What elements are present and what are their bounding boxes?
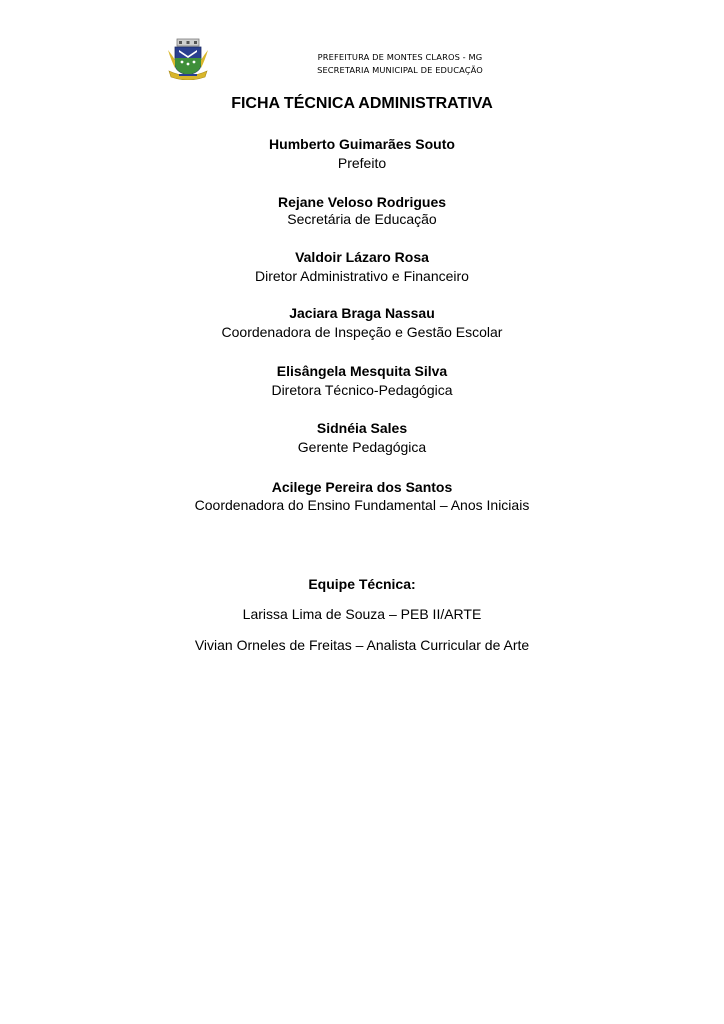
staff-role: Diretora Técnico-Pedagógica [271, 382, 453, 398]
coat-of-arms-logo [165, 38, 211, 80]
header-line-prefeitura: PREFEITURA DE MONTES CLAROS - MG [317, 52, 483, 62]
staff-name: Sidnéia Sales [316, 420, 408, 436]
staff-name: Valdoir Lázaro Rosa [295, 249, 429, 265]
staff-name: Humberto Guimarães Souto [269, 136, 455, 152]
team-heading: Equipe Técnica: [308, 576, 416, 592]
staff-name: Rejane Veloso Rodrigues [277, 194, 447, 210]
header-line-secretaria: SECRETARIA MUNICIPAL DE EDUCAÇÃO [317, 65, 483, 75]
staff-name: Elisângela Mesquita Silva [276, 363, 448, 379]
staff-role: Gerente Pedagógica [297, 439, 427, 455]
staff-role: Prefeito [337, 155, 387, 171]
page-title: FICHA TÉCNICA ADMINISTRATIVA [231, 95, 493, 112]
team-member: Larissa Lima de Souza – PEB II/ARTE [242, 606, 482, 622]
staff-role: Diretor Administrativo e Financeiro [255, 268, 469, 284]
staff-role: Coordenadora do Ensino Fundamental – Anos Iniciais [194, 497, 530, 513]
staff-role: Secretária de Educação [287, 211, 437, 227]
team-member: Vivian Orneles de Freitas – Analista Curricular de Arte [194, 637, 530, 653]
staff-name: Jaciara Braga Nassau [289, 305, 435, 321]
staff-name: Acilege Pereira dos Santos [271, 479, 453, 495]
staff-role: Coordenadora de Inspeção e Gestão Escolar [221, 324, 503, 340]
